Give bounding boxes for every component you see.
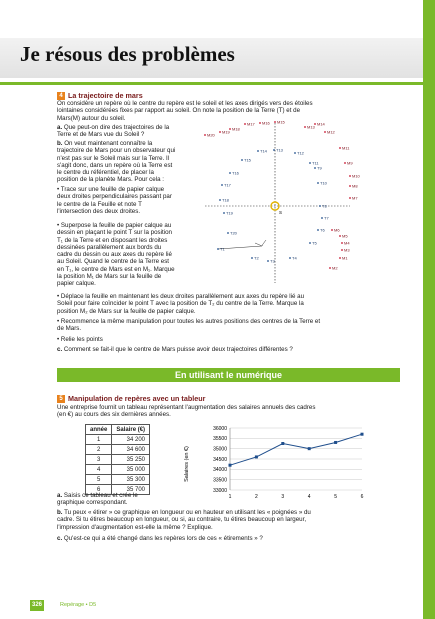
question-text: Qu'est-ce qui a été changé dans les repères lors de ces « étirements » ? xyxy=(63,535,263,542)
mars-point xyxy=(341,249,343,251)
mars-point-label: M20 xyxy=(207,132,215,138)
exercise-4-heading xyxy=(57,91,143,100)
question-label: c. xyxy=(57,535,63,542)
bullet-line: • Trace sur une feuille de papier calque xyxy=(57,186,165,193)
chart-y-ticks xyxy=(213,426,227,494)
earth-point xyxy=(309,242,311,244)
sun-label: S xyxy=(279,210,283,215)
y-tick-label: 35000 xyxy=(213,446,227,453)
cell-salary: 35 250 xyxy=(112,455,150,465)
bullet-line: • Recommence la même manipulation pour toutes les autres positions des centres de la Terre et xyxy=(57,318,321,325)
question-text: l'impression d'augmentation est-elle la même ? Explique. xyxy=(57,523,213,531)
x-tick-label: 6 xyxy=(360,494,364,500)
orbit-diagram xyxy=(200,118,390,288)
exercise-5-heading xyxy=(57,394,205,403)
question-text: Saisis ce tableau et crée le xyxy=(63,492,138,499)
chart-y-label: Salaires (en €) xyxy=(184,446,190,482)
bullet-line: • Superpose la feuille de papier calque au xyxy=(57,222,172,229)
earth-point-label: T11 xyxy=(312,160,319,166)
mars-point-label: M3 xyxy=(344,247,350,253)
question-text: Terre et de Mars vue du Soleil ? xyxy=(57,131,145,139)
bullet-line: en T₁, le centre de Mars est en M₁. Marque xyxy=(57,265,175,273)
earth-mars-line-2 xyxy=(255,243,262,246)
mars-point-label: M4 xyxy=(344,240,350,246)
arrow-1 xyxy=(262,240,266,246)
earth-point-label: T20 xyxy=(230,230,237,236)
earth-point xyxy=(223,212,225,214)
bullet-line: • Déplace la feuille en maintenant les deux droites parallèlement aux axes du repère lié au xyxy=(57,293,305,300)
table-row xyxy=(86,435,150,445)
mars-point-label: M5 xyxy=(342,233,348,239)
question-text: Tu peux « étirer » ce graphique en longueur ou en hauteur en utilisant les « poignées » du xyxy=(64,509,311,516)
cell-salary: 35 000 xyxy=(112,465,150,475)
mars-point-label: M10 xyxy=(352,173,360,179)
data-point xyxy=(361,433,364,436)
mars-point xyxy=(244,123,246,125)
cell-year: 4 xyxy=(86,465,112,475)
earth-point-label: T4 xyxy=(292,255,297,261)
earth-point-label: T3 xyxy=(270,258,275,264)
mars-point xyxy=(274,121,276,123)
mars-point-label: M19 xyxy=(222,129,230,135)
earth-point xyxy=(251,257,253,259)
x-tick-label: 2 xyxy=(255,494,258,500)
mars-intro-line: lointaines considérées fixes par rapport au soleil. On note la position de la Terre (T) et de xyxy=(57,107,301,115)
header-salary: Salaire (€) xyxy=(112,425,150,435)
exercise-5-title: Manipulation de repères avec un tableur xyxy=(68,394,206,403)
page-number: 326 xyxy=(30,600,44,611)
salary-table xyxy=(85,424,150,495)
mars-bullet-2 xyxy=(57,222,202,288)
earth-point xyxy=(321,217,323,219)
question-text: trajectoire de Mars pour un observateur qui xyxy=(57,147,176,155)
mars-point-label: M7 xyxy=(352,195,358,201)
earth-point-label: T14 xyxy=(260,148,267,154)
bullet-line: le centre de la Feuille et note T xyxy=(57,200,142,208)
earth-point xyxy=(229,172,231,174)
earth-point-label: T6 xyxy=(320,227,325,233)
earth-point-label: T13 xyxy=(276,147,283,153)
earth-point xyxy=(257,150,259,152)
earth-point-label: T9 xyxy=(317,165,322,171)
y-tick-label: 35500 xyxy=(213,436,227,443)
mars-point-label: M8 xyxy=(352,183,358,189)
mars-point xyxy=(259,122,261,124)
earth-point-label: T15 xyxy=(244,157,251,163)
orbit-points xyxy=(204,120,360,271)
y-tick-label: 33500 xyxy=(213,477,227,484)
mars-point-label: M13 xyxy=(307,124,315,130)
earth-point xyxy=(319,205,321,207)
bullet-line: Soleil pour faire coïncider le point T avec la position de T₂ du centre de la Terre. Marque la xyxy=(57,300,304,308)
earth-point xyxy=(317,229,319,231)
page-title: Je résous des problèmes xyxy=(20,42,235,66)
mars-point xyxy=(331,229,333,231)
question-text: Que peut-on dire des trajectoires de la xyxy=(63,124,170,131)
earth-point xyxy=(314,167,316,169)
y-tick-label: 36000 xyxy=(213,425,227,432)
mars-point xyxy=(204,134,206,136)
earth-point xyxy=(227,232,229,234)
earth-point xyxy=(217,248,219,250)
mars-question-b xyxy=(57,140,202,184)
question-text: On veut maintenant connaître la xyxy=(64,140,153,147)
salary-line-chart xyxy=(180,418,370,518)
x-tick-label: 5 xyxy=(334,494,337,500)
header-year: année xyxy=(86,425,112,435)
mars-point xyxy=(349,175,351,177)
table-row xyxy=(86,455,150,465)
mars-question-c xyxy=(57,346,402,353)
question-text: n'est pas sur le Soleil mais sur la Terre. Il xyxy=(57,154,170,162)
cell-salary: 35 300 xyxy=(112,475,150,485)
cell-year: 3 xyxy=(86,455,112,465)
intro-line: Une entreprise fournit un tableau représentant l'augmentation des salaires annuels des cadres xyxy=(57,404,316,411)
earth-point xyxy=(294,152,296,154)
mars-point-label: M2 xyxy=(332,265,338,271)
earth-point xyxy=(267,260,269,262)
mars-intro-line: Mars(M) autour du soleil. xyxy=(57,114,126,122)
exercise-5-badge: 5 xyxy=(57,395,65,403)
earth-point xyxy=(317,182,319,184)
numeric-section-band: En utilisant le numérique xyxy=(57,368,400,382)
question-text: s'agit donc, dans un repère où la Terre est xyxy=(57,161,173,169)
bullet-line: papier calque. xyxy=(57,280,96,288)
mars-point xyxy=(341,242,343,244)
y-tick-label: 33000 xyxy=(213,487,227,494)
bullet-line: position M₂ de Mars sur la feuille de papier calque. xyxy=(57,307,196,315)
bullet-line: cadre du dessin ou aux axes du repère lié xyxy=(57,251,172,259)
intro-line: (en €) au cours des six dernières années. xyxy=(57,411,171,419)
numeric-question-a xyxy=(57,492,197,507)
mars-point-label: M16 xyxy=(262,120,270,126)
question-label: b. xyxy=(57,509,63,516)
x-tick-label: 4 xyxy=(307,494,311,500)
exercise-4-title: La trajectoire de mars xyxy=(68,91,143,100)
table-row xyxy=(86,475,150,485)
cell-year: 1 xyxy=(86,435,112,445)
mars-point xyxy=(339,147,341,149)
earth-point-label: T18 xyxy=(222,197,229,203)
mars-point xyxy=(339,235,341,237)
mars-intro-line: On considère un repère où le centre du repère est le soleil et les axes dirigés vers des étoiles xyxy=(57,100,313,107)
question-label: a. xyxy=(57,492,63,499)
cell-salary: 34 200 xyxy=(112,435,150,445)
mars-point-label: M6 xyxy=(334,227,340,233)
numeric-question-b xyxy=(57,509,402,531)
mars-point-label: M15 xyxy=(277,119,285,125)
question-text: position de la planète Mars. Pour cela : xyxy=(57,176,164,184)
earth-point-label: T7 xyxy=(324,215,329,221)
mars-point xyxy=(304,126,306,128)
earth-point-label: T16 xyxy=(232,170,239,176)
data-point xyxy=(334,441,337,444)
mars-bullet-5: • Relie les points xyxy=(57,336,103,343)
mars-point-label: M1 xyxy=(342,255,348,261)
bullet-line: deux droites perpendiculaires passant par xyxy=(57,193,172,201)
table-header-row xyxy=(86,425,150,435)
mars-bullet-4 xyxy=(57,318,402,333)
question-text: graphique correspondant. xyxy=(57,499,128,507)
earth-point xyxy=(273,149,275,151)
mars-bullet-1 xyxy=(57,186,202,215)
mars-point xyxy=(349,185,351,187)
bullet-line: T₁ de la Terre et en disposant les droites xyxy=(57,236,168,244)
earth-point xyxy=(221,184,223,186)
cell-salary: 35 700 xyxy=(112,485,150,495)
mars-point-label: M18 xyxy=(232,126,240,132)
mars-point-label: M11 xyxy=(342,145,350,151)
bullet-line: l'intersection des deux droites. xyxy=(57,207,141,215)
earth-point xyxy=(241,159,243,161)
cell-year: 5 xyxy=(86,475,112,485)
data-point xyxy=(281,442,284,445)
question-label: a. xyxy=(57,124,63,131)
mars-point-label: M17 xyxy=(247,121,255,127)
data-point xyxy=(255,455,258,458)
mars-point-label: M12 xyxy=(327,129,335,135)
y-tick-label: 34000 xyxy=(213,467,227,474)
cell-year: 6 xyxy=(86,485,112,495)
mars-point xyxy=(219,131,221,133)
mars-point xyxy=(329,267,331,269)
earth-point-label: T12 xyxy=(297,150,304,156)
table-row xyxy=(86,465,150,475)
bullet-line: dessinées parallèlement aux bords du xyxy=(57,243,162,251)
mars-point xyxy=(344,162,346,164)
data-point xyxy=(308,447,311,450)
question-label: c. xyxy=(57,346,63,353)
page-edge-stripe xyxy=(423,0,435,619)
mars-question-a xyxy=(57,124,199,139)
question-label: b. xyxy=(57,140,63,147)
mars-bullet-3 xyxy=(57,293,402,315)
chart-points xyxy=(229,433,364,467)
earth-point xyxy=(219,199,221,201)
question-text: Comment se fait-il que le centre de Mars puisse avoir deux trajectoires différentes ? xyxy=(63,346,293,353)
mars-point xyxy=(314,123,316,125)
mars-point xyxy=(349,197,351,199)
bullet-line: la position M₁ de Mars sur la feuille de xyxy=(57,273,162,281)
mars-point-label: M9 xyxy=(347,160,353,166)
bullet-line: de Mars. xyxy=(57,325,82,333)
earth-point-label: T1 xyxy=(220,246,225,252)
mars-point xyxy=(324,131,326,133)
earth-point-label: T8 xyxy=(322,203,327,209)
x-tick-label: 1 xyxy=(228,494,232,500)
cell-year: 2 xyxy=(86,445,112,455)
y-tick-label: 34500 xyxy=(213,456,227,463)
earth-point xyxy=(309,162,311,164)
table-row xyxy=(86,445,150,455)
title-underline xyxy=(0,82,423,85)
question-text: cadre. Si tu étires beaucoup en longueur, ou si, au contraire, tu étires beaucoup en largeur, xyxy=(57,516,307,524)
numeric-intro xyxy=(57,404,402,419)
earth-point xyxy=(289,257,291,259)
cell-salary: 34 600 xyxy=(112,445,150,455)
x-tick-label: 3 xyxy=(281,494,285,500)
data-point xyxy=(229,464,232,467)
earth-point-label: T5 xyxy=(312,240,317,246)
question-text: le centre du référentiel, de placer la xyxy=(57,169,154,177)
earth-point-label: T10 xyxy=(320,180,327,186)
exercise-4-badge: 4 xyxy=(57,92,65,100)
footer-chapter: Repérage • D5 xyxy=(60,602,97,608)
bullet-line: dessin en plaçant le point T sur la position xyxy=(57,229,173,237)
bullet-line: au Soleil. Quand le centre de la Terre est xyxy=(57,258,170,266)
chart-x-ticks xyxy=(229,494,364,500)
earth-point-label: T2 xyxy=(254,255,259,261)
mars-point xyxy=(339,257,341,259)
earth-point-label: T19 xyxy=(226,210,233,216)
mars-point-label: M14 xyxy=(317,121,325,127)
earth-point-label: T17 xyxy=(224,182,231,188)
numeric-question-c xyxy=(57,535,402,542)
chart-series-line xyxy=(230,434,362,465)
